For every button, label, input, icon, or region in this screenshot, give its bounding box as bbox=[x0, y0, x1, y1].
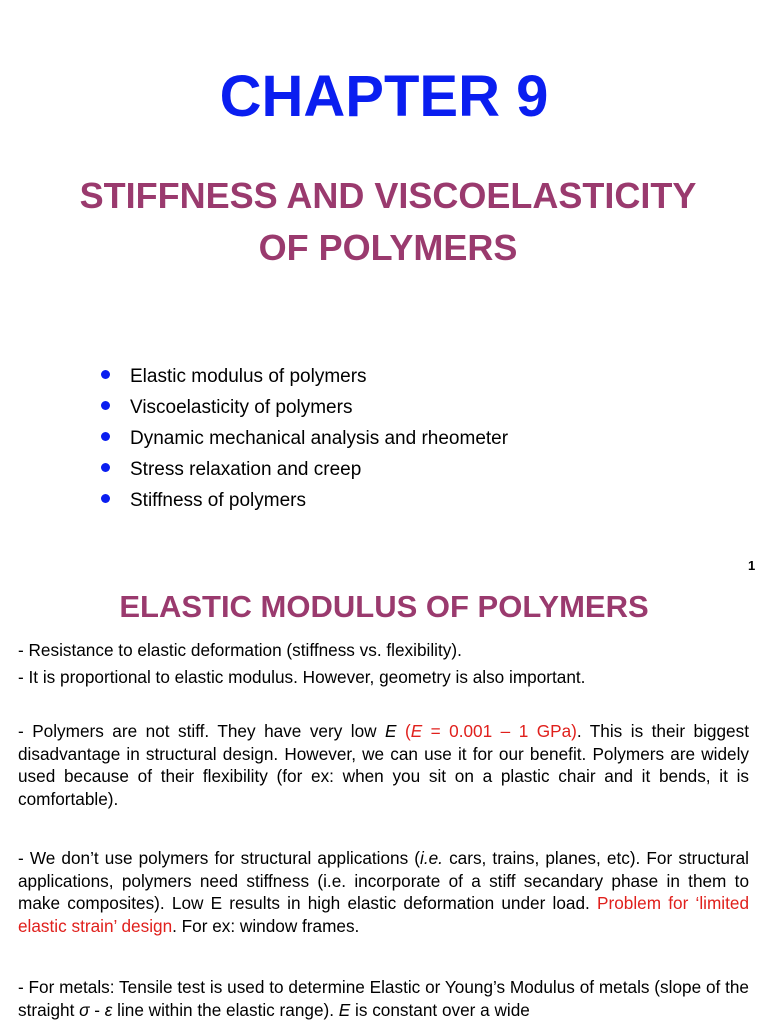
sigma-symbol: σ bbox=[79, 999, 90, 1020]
chapter-title: CHAPTER 9 bbox=[219, 64, 549, 129]
paragraph-structural bbox=[18, 847, 749, 937]
list-item bbox=[98, 362, 508, 393]
text-run: cars, trains, planes, etc). For structural applications, polymers need stiffness (i.e. incorporate of a stiff secandary phase in them to make composites). Low E results in high elastic deformation under load. bbox=[18, 848, 749, 913]
text-run: - bbox=[89, 999, 105, 1020]
text-run: - For metals: Tensile test is used to determine Elastic or Young’s Modulus of metals (slope of the straight bbox=[18, 977, 749, 1020]
topic-list bbox=[98, 362, 508, 517]
highlighted-problem: Problem for ‘limited elastic strain’ design bbox=[18, 893, 750, 936]
text-run: . For ex: window frames. bbox=[172, 915, 360, 936]
list-item bbox=[98, 486, 508, 517]
list-item-text: Stress relaxation and creep bbox=[130, 459, 362, 480]
bullet-icon bbox=[101, 494, 110, 503]
subtitle-line-2: OF POLYMERS bbox=[258, 227, 518, 268]
list-item-text: Dynamic mechanical analysis and rheometer bbox=[130, 428, 509, 449]
bullet-icon bbox=[101, 432, 110, 441]
bullet-icon bbox=[101, 401, 110, 410]
text-run: - Polymers are not stiff. They have very low bbox=[18, 721, 386, 741]
text-run: . This is their biggest disadvantage in structural design. However, we can use it for our benefit. Polymers are widely used because of their flexibility (for ex: when you sit on a plastic chair and it bends, it is comfortable). bbox=[18, 721, 749, 809]
bullet-icon bbox=[101, 370, 110, 379]
text-run: - We don’t use polymers for structural applications ( bbox=[18, 848, 421, 868]
subtitle-line-1: STIFFNESS AND VISCOELASTICITY bbox=[79, 175, 697, 216]
paragraph-metals bbox=[18, 976, 749, 1021]
list-item bbox=[98, 455, 508, 486]
text-run: line within the elastic range). bbox=[112, 999, 339, 1020]
list-item-text: Viscoelasticity of polymers bbox=[130, 397, 353, 418]
paragraph-proportional: - It is proportional to elastic modulus. However, geometry is also important. bbox=[18, 667, 586, 687]
text-run: is constant over a wide bbox=[350, 999, 530, 1020]
list-item-text: Elastic modulus of polymers bbox=[130, 366, 367, 387]
list-item bbox=[98, 393, 508, 424]
modulus-symbol: E bbox=[385, 721, 397, 741]
modulus-range: (E = 0.001 – 1 GPa) bbox=[396, 721, 577, 741]
bullet-icon bbox=[101, 463, 110, 472]
list-item-text: Stiffness of polymers bbox=[130, 490, 307, 511]
paragraph-not-stiff bbox=[18, 720, 749, 810]
epsilon-symbol: ε bbox=[104, 999, 113, 1020]
list-item bbox=[98, 424, 508, 455]
text-run-italic: i.e. bbox=[420, 848, 443, 868]
chapter-subtitle bbox=[0, 170, 768, 274]
modulus-symbol: E bbox=[338, 999, 351, 1020]
paragraph-resistance: - Resistance to elastic deformation (stiffness vs. flexibility). bbox=[18, 640, 462, 660]
section-heading: ELASTIC MODULUS OF POLYMERS bbox=[119, 589, 649, 624]
page-number: 1 bbox=[748, 558, 756, 573]
